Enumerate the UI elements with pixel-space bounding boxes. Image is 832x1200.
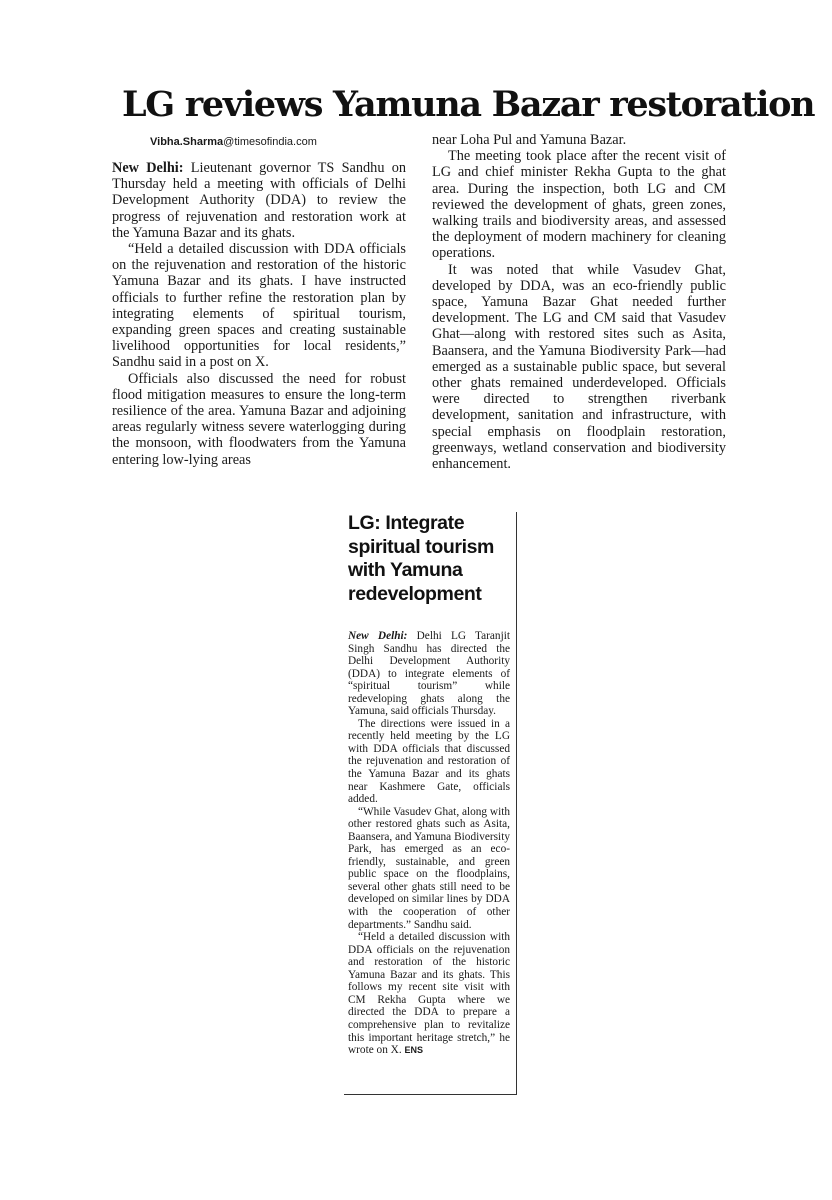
agency-credit: ENS (404, 1045, 423, 1056)
side-dateline: New Delhi: (348, 630, 408, 642)
main-paragraph-1 (112, 160, 406, 241)
side-article-body (348, 630, 510, 1057)
main-paragraph-3: Officials also discussed the need for robust flood mitigation measures to ensure the long-term resilience of the area. Yamuna Bazar and adjoining areas regularly witness severe waterlogging during the monsoon, with floodwaters from the Yamuna entering low-lying areas (112, 370, 406, 468)
side-paragraph-1 (348, 630, 510, 718)
main-paragraph-4: The meeting took place after the recent visit of LG and chief minister Rekha Gupta to the ghat area. During the inspection, both LG and CM reviewed the development of ghats, green zones, walking trails and biodiversity areas, and assessed the deployment of modern machinery for cleaning operations. (432, 148, 726, 262)
side-paragraph-4 (348, 931, 510, 1056)
side-article-clipping (344, 512, 517, 1095)
byline-domain: @timesofindia.com (223, 136, 317, 148)
main-headline: LG reviews Yamuna Bazar restoration (122, 84, 815, 125)
main-article-clipping (112, 80, 815, 473)
byline (150, 136, 317, 148)
byline-name: Vibha.Sharma (150, 136, 224, 148)
main-dateline: New Delhi: (112, 160, 184, 176)
main-paragraph-2: “Held a detailed discussion with DDA officials on the rejuvenation and restoration of the historic Yamuna Bazar and its ghats. I have instructed officials to further refine the restoration plan by integrating elements of spiritual tourism, expanding green spaces and creating sustainable livelihood opportunities for local residents,” Sandhu said in a post on X. (112, 241, 406, 371)
main-paragraph-5: It was noted that while Vasudev Ghat, developed by DDA, was an eco-friendly public space, Yamuna Bazar Ghat needed further development. The LG and CM said that Vasudev Ghat—along with restored sites such as Asita, Baansera, and the Yamuna Biodiversity Park—had emerged as a sustainable public space, but several other ghats remained underdeveloped. Officials were directed to strengthen riverbank development, sanitation and infrastructure, with special emphasis on floodplain restoration, greenways, wetland conservation and biodiversity enhancement. (432, 261, 726, 473)
side-headline: LG: Integrate spiritual tourism with Yamuna redevelopment (348, 512, 494, 605)
main-article-column-right (432, 132, 726, 472)
side-paragraph-4-text: “Held a detailed discussion with DDA officials on the rejuvenation and restoration of the historic Yamuna Bazar and its ghats. This follows my recent site visit with CM Rekha Gupta where we directed the DDA to prepare a comprehensive plan to revitalize this important heritage stretch,” he wrote on X. (348, 931, 510, 1057)
side-paragraph-1-text: Delhi LG Taranjit Singh Sandhu has directed the Delhi Development Authority (DDA) to integrate elements of “spiritual tourism” while redeveloping ghats along the Yamuna, said officials Thursday. (348, 630, 510, 718)
main-article-column-left (112, 160, 406, 468)
side-paragraph-3: “While Vasudev Ghat, along with other restored ghats such as Asita, Baansera, and Yamuna Biodiversity Park, has emerged as an eco-friendly, sustainable, and green public space on the floodplains, several other ghats still need to be developed on similar lines by DDA with the cooperation of other departments.” Sandhu said. (348, 805, 510, 931)
main-paragraph-1-text: Lieutenant governor TS Sandhu on Thursday held a meeting with officials of Delhi Development Authority (DDA) to review the progress of rejuvenation and restoration work at the Yamuna Bazar and its ghats. (112, 160, 406, 241)
main-paragraph-3-continued: near Loha Pul and Yamuna Bazar. (432, 132, 627, 148)
side-paragraph-2: The directions were issued in a recently held meeting by the LG with DDA officials that discussed the rejuvenation and restoration of the Yamuna Bazar and its ghats near Kashmere Gate, officials added. (348, 717, 510, 806)
